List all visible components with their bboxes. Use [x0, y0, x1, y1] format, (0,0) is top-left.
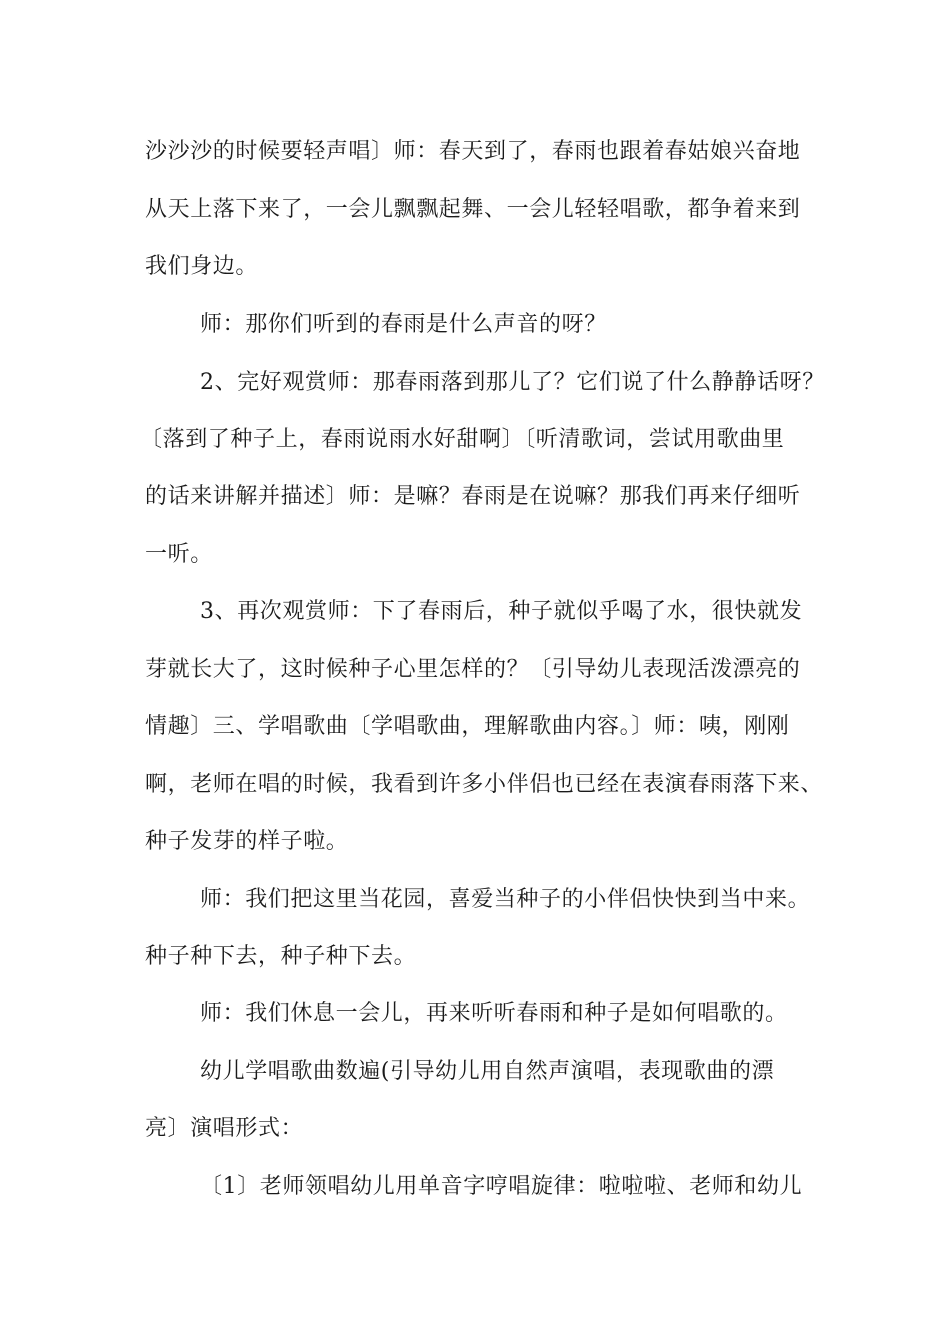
text-line: 师：我们把这里当花园，喜爱当种子的小伴侣快快到当中来。	[200, 887, 811, 912]
text-line: 情趣〕三、学唱歌曲〔学唱歌曲，理解歌曲内容。〕师：咦，刚刚	[145, 714, 790, 739]
text-line: 一听。	[145, 542, 213, 567]
text-line: 我们身边。	[145, 254, 259, 279]
text-line: 幼儿学唱歌曲数遍(引导幼儿用自然声演唱，表现歌曲的漂	[200, 1059, 775, 1084]
text-line: 芽就长大了，这时候种子心里怎样的？〔引导幼儿表现活泼漂亮的	[145, 657, 801, 682]
text-line: 2、完好观赏师：那春雨落到那儿了？它们说了什么静静话呀？	[200, 370, 825, 395]
text-line: 的话来讲解并描述〕师：是嘛？春雨是在说嘛？那我们再来仔细听	[145, 484, 801, 509]
text-line: 〔落到了种子上，春雨说雨水好甜啊〕〔听清歌词，尝试用歌曲里	[140, 427, 785, 452]
text-line: 师：那你们听到的春雨是什么声音的呀？	[200, 312, 607, 337]
text-line: 啊，老师在唱的时候，我看到许多小伴侣也已经在表演春雨落下来、	[145, 772, 824, 797]
text-line: 沙沙沙的时候要轻声唱〕师：春天到了，春雨也跟着春姑娘兴奋地	[145, 139, 801, 164]
text-line: 3、再次观赏师：下了春雨后，种子就似乎喝了水，很快就发	[200, 599, 803, 624]
text-line: 〔1〕老师领唱幼儿用单音字哼唱旋律：啦啦啦、老师和幼儿	[200, 1174, 803, 1199]
text-line: 师：我们休息一会儿，再来听听春雨和种子是如何唱歌的。	[200, 1001, 788, 1026]
text-line: 种子种下去，种子种下去。	[145, 944, 417, 969]
text-line: 从天上落下来了，一会儿飘飘起舞、一会儿轻轻唱歌，都争着来到	[145, 197, 801, 222]
text-line: 亮〕演唱形式：	[145, 1116, 304, 1141]
text-line: 种子发芽的样子啦。	[145, 829, 349, 854]
